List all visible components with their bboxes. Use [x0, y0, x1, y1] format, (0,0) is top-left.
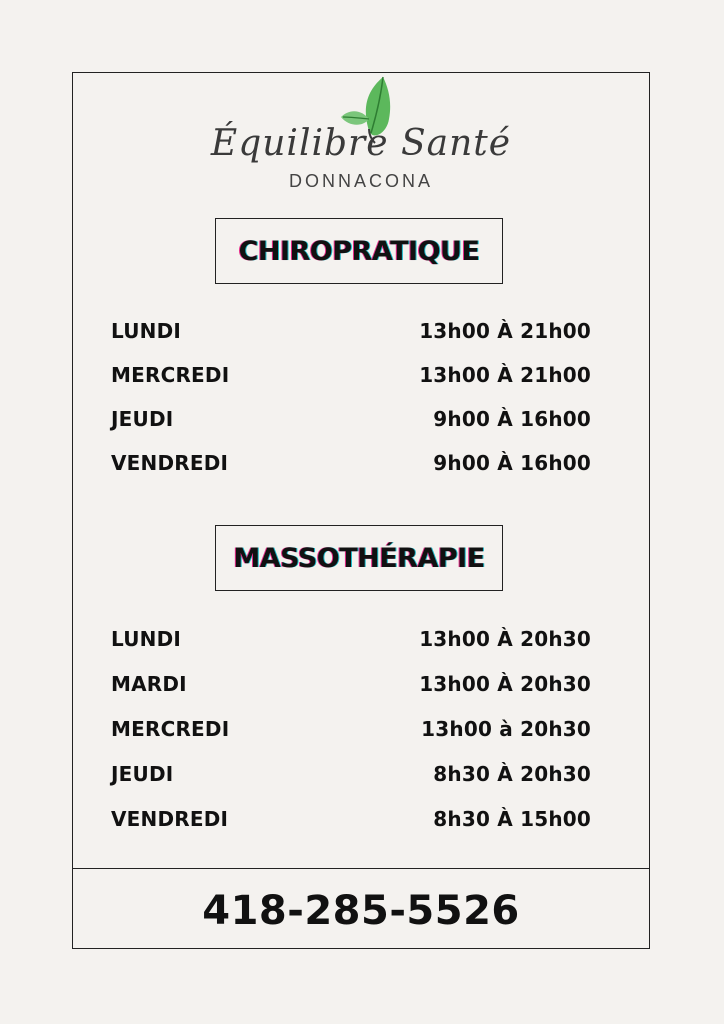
section-title-chiropratique: CHIROPRATIQUE [215, 218, 503, 284]
brand-name: Équilibre Santé [210, 123, 512, 164]
section-title-massotherapie: MASSOTHÉRAPIE [215, 525, 503, 591]
schedule-row [111, 762, 591, 792]
schedule-row [111, 672, 591, 702]
schedule-hours: 8h30 À 15h00 [433, 807, 591, 831]
schedule-hours: 13h00 À 20h30 [419, 627, 591, 651]
schedule-hours: 13h00 à 20h30 [421, 717, 591, 741]
schedule-row [111, 451, 591, 481]
footer-divider [73, 868, 649, 869]
schedule-day: MERCREDI [111, 363, 230, 387]
schedule-day: LUNDI [111, 319, 182, 343]
schedule-hours: 9h00 À 16h00 [433, 451, 591, 475]
schedule-row [111, 627, 591, 657]
schedule-row [111, 407, 591, 437]
brand-location: DONNACONA [288, 171, 433, 191]
brand-logo [73, 73, 649, 203]
schedule-day: JEUDI [111, 762, 174, 786]
poster-frame [72, 72, 650, 949]
schedule-day: VENDREDI [111, 451, 229, 475]
schedule-day: JEUDI [111, 407, 174, 431]
schedule-hours: 8h30 À 20h30 [433, 762, 591, 786]
schedule-day: LUNDI [111, 627, 182, 651]
schedule-day: MERCREDI [111, 717, 230, 741]
schedule-row [111, 363, 591, 393]
schedule-day: MARDI [111, 672, 187, 696]
schedule-hours: 13h00 À 21h00 [419, 319, 591, 343]
schedule-hours: 13h00 À 21h00 [419, 363, 591, 387]
schedule-row [111, 319, 591, 349]
schedule-hours: 9h00 À 16h00 [433, 407, 591, 431]
schedule-row [111, 807, 591, 837]
phone-number: 418-285-5526 [202, 888, 520, 934]
schedule-row [111, 717, 591, 747]
schedule-hours: 13h00 À 20h30 [419, 672, 591, 696]
schedule-day: VENDREDI [111, 807, 229, 831]
